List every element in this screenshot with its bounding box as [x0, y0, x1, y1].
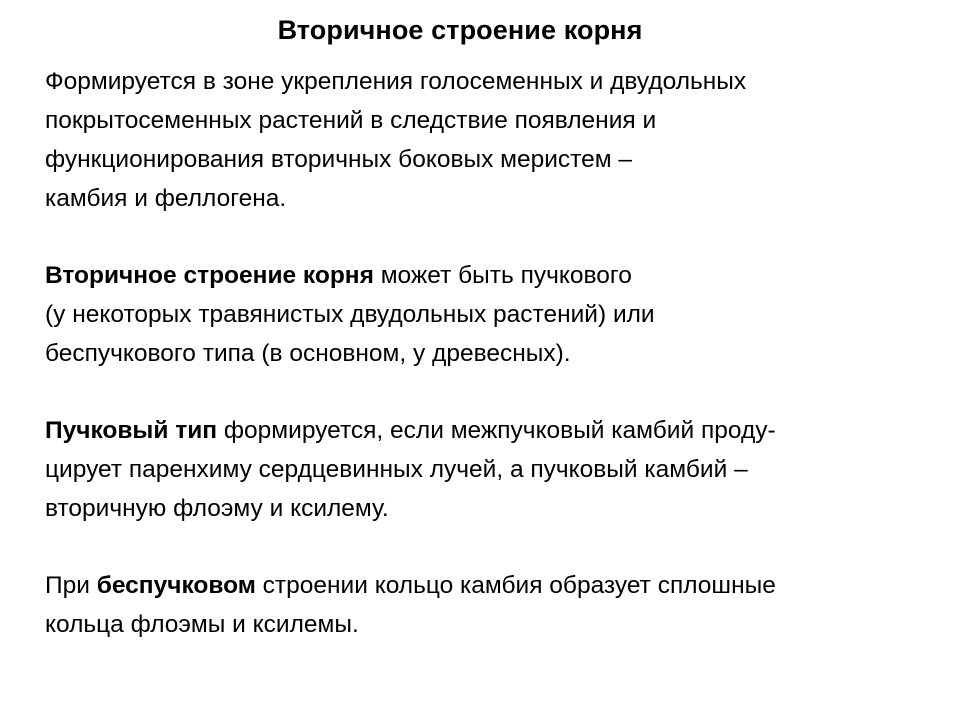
paragraph-gap: [45, 373, 925, 411]
text-line: кольца флоэмы и ксилемы.: [45, 611, 359, 638]
paragraph-types: [45, 256, 925, 373]
text-line: Формируется в зоне укрепления голосеменных и двудольных: [45, 68, 747, 95]
text-fragment: формируется, если межпучковый камбий проду-: [217, 417, 776, 444]
text-fragment: строении кольцо камбия образует сплошные: [255, 572, 776, 599]
text-line: камбия и феллогена.: [45, 185, 287, 212]
text-line: покрытосеменных растений в следствие появления и: [45, 107, 657, 134]
slide-title: Вторичное строение корня: [277, 15, 643, 45]
paragraph-nonbundle-type: [45, 566, 925, 644]
text-fragment: При: [45, 572, 97, 599]
paragraph-bundle-type: [45, 411, 925, 528]
text-fragment: может быть пучкового: [373, 262, 632, 289]
slide-body: [45, 62, 925, 644]
text-line: цирует паренхиму сердцевинных лучей, а пучковый камбий –: [45, 456, 748, 483]
text-line: (у некоторых травянистых двудольных растений) или: [45, 301, 655, 328]
text-line: вторичную флоэму и ксилему.: [45, 495, 389, 522]
text-line: [45, 411, 925, 450]
paragraph-formation: [45, 62, 925, 218]
paragraph-gap: [45, 528, 925, 566]
bold-term: Вторичное строение корня: [45, 262, 374, 289]
bold-term: беспучковом: [96, 572, 256, 599]
text-line: [45, 566, 925, 605]
text-line: беспучкового типа (в основном, у древесных).: [45, 340, 571, 367]
paragraph-gap: [45, 218, 925, 256]
bold-term: Пучковый тип: [45, 417, 218, 444]
text-line: функционирования вторичных боковых меристем –: [45, 146, 633, 173]
text-line: [45, 256, 925, 295]
